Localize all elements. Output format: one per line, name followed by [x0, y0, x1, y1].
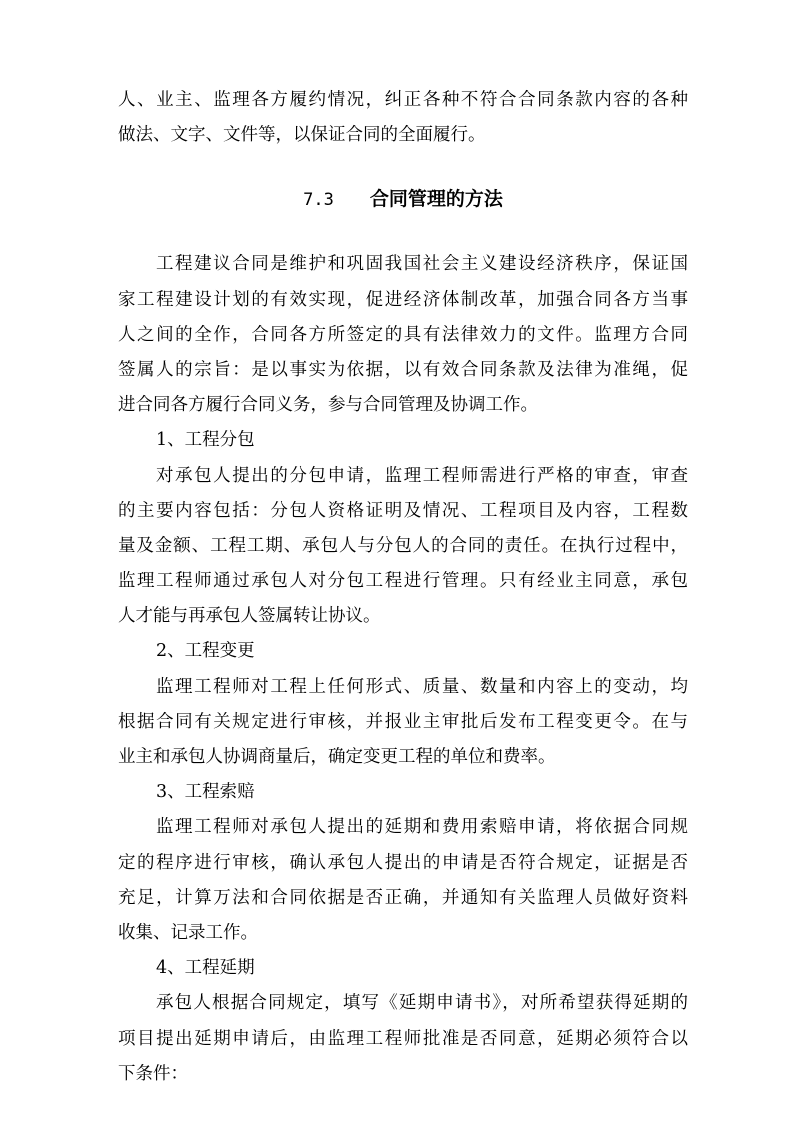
item-title: 1、工程分包	[156, 430, 255, 451]
text-line: 项目提出延期申请后，由监理工程师批准是否同意，延期必须符合以	[118, 1028, 688, 1049]
text-line: 量及金额、工程工期、承包人与分包人的合同的责任。在执行过程中，	[118, 535, 688, 556]
text-line: 工程建议合同是维护和巩固我国社会主义建设经济秩序，保证国	[156, 254, 688, 275]
text-line: 监理工程师对工程上任何形式、质量、数量和内容上的变动，均	[156, 676, 688, 697]
section-title: 合同管理的方法	[369, 188, 503, 211]
section-number: 7.3	[303, 190, 334, 211]
item-subcontracting	[118, 423, 688, 634]
item-title: 2、工程变更	[156, 641, 255, 662]
item-engineering-change	[118, 634, 688, 775]
text-line: 人之间的全作，合同各方所签定的具有法律效力的文件。监理方合同	[118, 324, 688, 345]
text-line: 下条件：	[118, 1063, 188, 1084]
item-claims	[118, 775, 688, 951]
text-line: 承包人根据合同规定，填写《延期申请书》，对所希望获得延期的	[156, 993, 688, 1014]
text-line: 家工程建设计划的有效实现，促进经济体制改革，加强合同各方当事	[118, 289, 688, 310]
text-line: 监理工程师对承包人提出的延期和费用索赔申请，将依据合同规	[156, 817, 688, 838]
paragraph-intro-contract	[118, 247, 688, 423]
item-extension	[118, 951, 688, 1092]
text-line: 根据合同有关规定进行审核，并报业主审批后发布工程变更令。在与	[118, 711, 688, 732]
text-line: 人才能与再承包人签属转让协议。	[118, 606, 381, 627]
text-line: 定的程序进行审核，确认承包人提出的申请是否符合规定，证据是否	[118, 852, 688, 873]
text-line: 监理工程师通过承包人对分包工程进行管理。只有经业主同意，承包	[118, 571, 688, 592]
intro-paragraph	[118, 83, 688, 153]
section-heading	[118, 182, 688, 217]
text-line: 对承包人提出的分包申请，监理工程师需进行严格的审查，审查	[156, 465, 688, 486]
text-line: 充足，计算万法和合同依据是否正确，并通知有关监理人员做好资料	[118, 887, 688, 908]
text-line: 签属人的宗旨：是以事实为依据，以有效合同条款及法律为准绳，促	[118, 359, 688, 380]
text-line: 收集、记录工作。	[118, 922, 258, 943]
text-line: 进合同各方履行合同义务，参与合同管理及协调工作。	[118, 395, 538, 416]
document-body	[118, 83, 688, 1092]
text-line: 人、业主、监理各方履约情况，纠正各种不符合合同条款内容的各种	[118, 90, 688, 110]
text-line: 业主和承包人协调商量后，确定变更工程的单位和费率。	[118, 747, 556, 767]
item-title: 4、工程延期	[156, 958, 255, 979]
text-line: 的主要内容包括：分包人资格证明及情况、工程项目及内容，工程数	[118, 500, 688, 521]
text-line: 做法、文字、文件等，以保证合同的全面履行。	[118, 125, 486, 146]
item-title: 3、工程索赔	[156, 782, 255, 803]
